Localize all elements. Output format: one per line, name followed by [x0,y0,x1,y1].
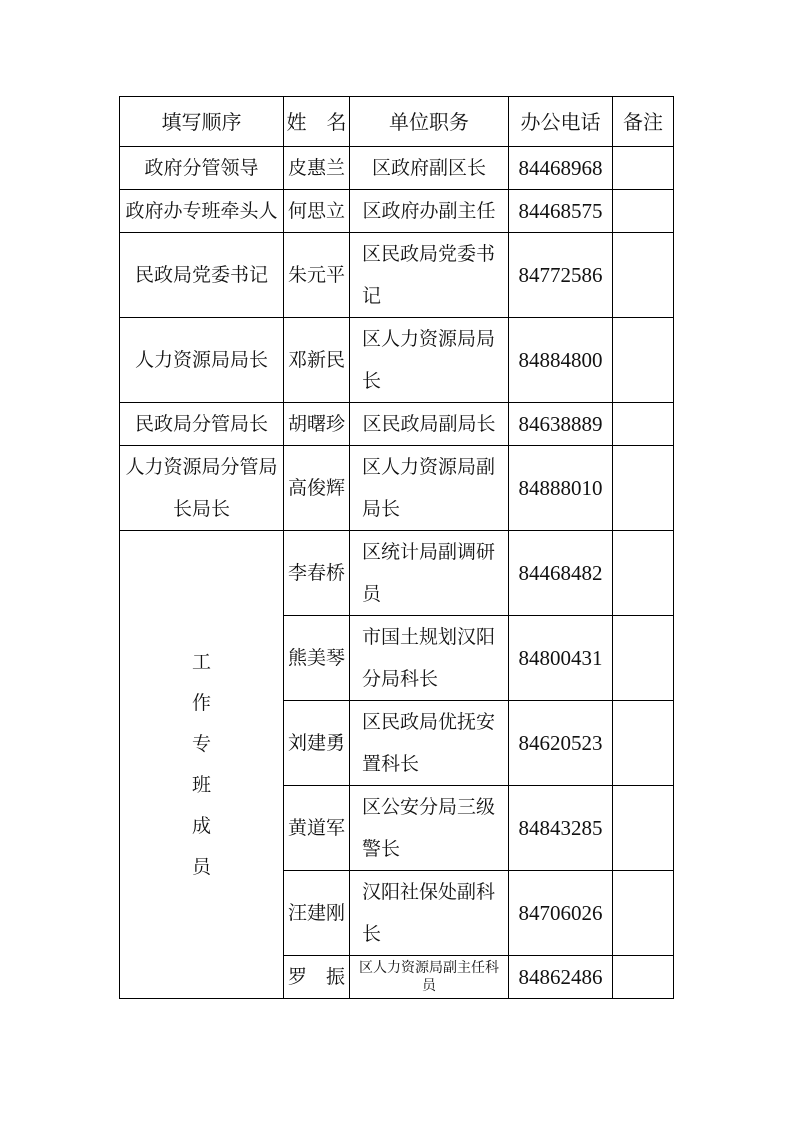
header-position: 单位职务 [350,97,509,147]
group-label-char: 作 [191,691,211,714]
position-cell: 区公安分局三级警长 [350,786,509,871]
group-label-char: 班 [191,773,211,796]
role-cell: 人力资源局局长 [120,318,284,403]
phone-cell: 84706026 [509,871,613,956]
contact-table [119,96,674,999]
note-cell [613,147,674,190]
position-cell: 区民政局优抚安置科长 [350,701,509,786]
note-cell [613,871,674,956]
note-cell [613,403,674,446]
phone-cell: 84888010 [509,446,613,531]
name-cell: 高俊辉 [284,446,350,531]
position-cell: 区政府副区长 [350,147,509,190]
note-cell [613,956,674,999]
name-cell: 汪建刚 [284,871,350,956]
position-cell: 区民政局副局长 [350,403,509,446]
role-cell: 人力资源局分管局长局长 [120,446,284,531]
phone-cell: 84772586 [509,233,613,318]
role-cell: 民政局分管局长 [120,403,284,446]
name-cell: 罗 振 [284,956,350,999]
phone-cell: 84800431 [509,616,613,701]
position-cell: 区人力资源局局长 [350,318,509,403]
note-cell [613,531,674,616]
note-cell [613,616,674,701]
name-cell: 何思立 [284,190,350,233]
position-cell: 市国土规划汉阳分局科长 [350,616,509,701]
table-row [120,190,674,233]
phone-cell: 84620523 [509,701,613,786]
name-cell: 朱元平 [284,233,350,318]
role-cell: 政府分管领导 [120,147,284,190]
role-cell: 政府办专班牵头人 [120,190,284,233]
name-cell: 熊美琴 [284,616,350,701]
header-phone: 办公电话 [509,97,613,147]
note-cell [613,233,674,318]
phone-cell: 84468482 [509,531,613,616]
group-label-char: 员 [191,855,211,878]
group-label-char: 工 [191,650,211,673]
phone-cell: 84843285 [509,786,613,871]
note-cell [613,446,674,531]
note-cell [613,786,674,871]
note-cell [613,190,674,233]
table-row [120,147,674,190]
table-row [120,531,674,616]
phone-cell: 84638889 [509,403,613,446]
header-order: 填写顺序 [120,97,284,147]
phone-cell: 84884800 [509,318,613,403]
phone-cell: 84862486 [509,956,613,999]
position-cell: 区统计局副调研员 [350,531,509,616]
table-row [120,233,674,318]
role-cell: 民政局党委书记 [120,233,284,318]
table-row [120,318,674,403]
position-cell: 区人力资源局副主任科员 [350,956,509,999]
position-cell: 区政府办副主任 [350,190,509,233]
header-note: 备注 [613,97,674,147]
group-label-char: 成 [191,814,211,837]
name-cell: 李春桥 [284,531,350,616]
position-cell: 汉阳社保处副科长 [350,871,509,956]
name-cell: 黄道军 [284,786,350,871]
header-name: 姓 名 [284,97,350,147]
name-cell: 刘建勇 [284,701,350,786]
name-cell: 皮惠兰 [284,147,350,190]
position-cell: 区人力资源局副局长 [350,446,509,531]
phone-cell: 84468968 [509,147,613,190]
name-cell: 胡曙珍 [284,403,350,446]
note-cell [613,318,674,403]
name-cell: 邓新民 [284,318,350,403]
note-cell [613,701,674,786]
group-label-cell [120,531,284,999]
group-label-char: 专 [191,732,211,755]
table-row [120,403,674,446]
phone-cell: 84468575 [509,190,613,233]
table-row [120,446,674,531]
position-cell: 区民政局党委书记 [350,233,509,318]
header-row [120,97,674,147]
